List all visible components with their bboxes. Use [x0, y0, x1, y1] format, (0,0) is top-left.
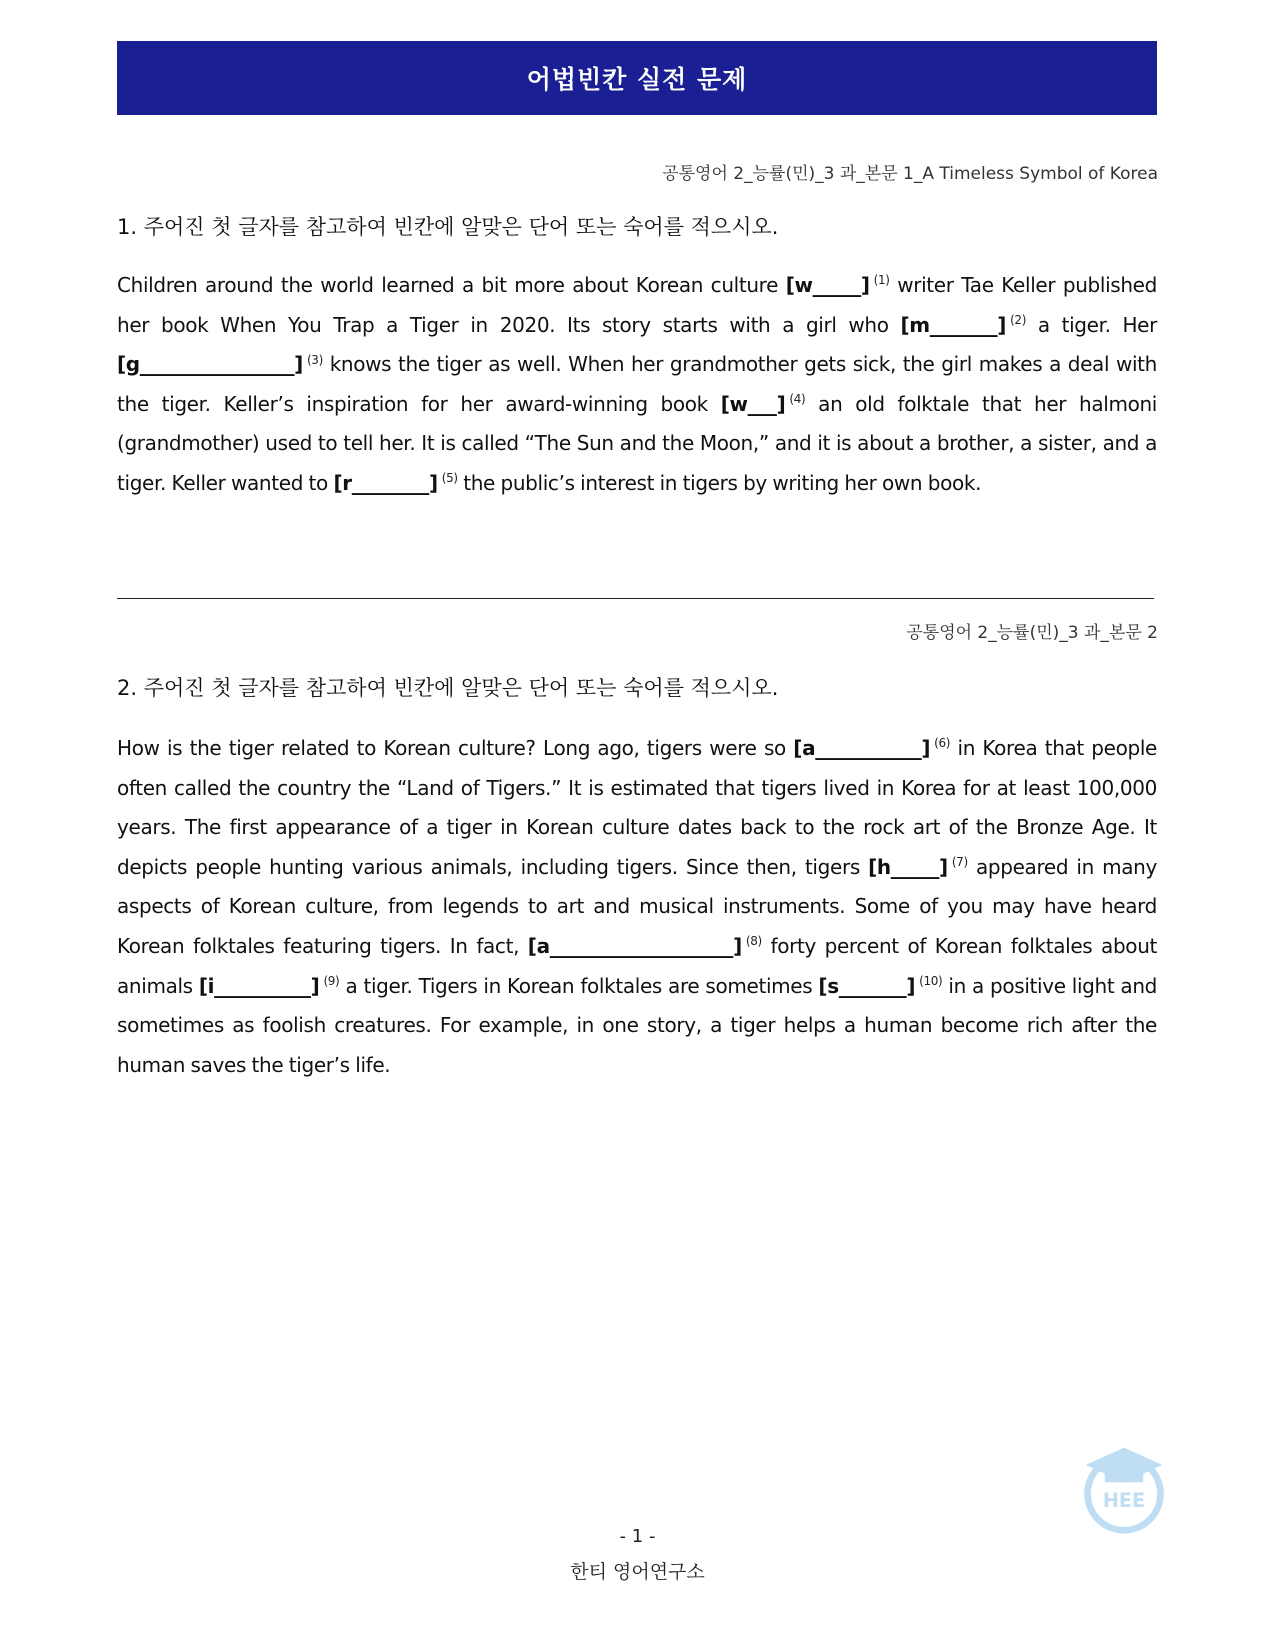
passage-text: in a positive light and sometimes as foolish creatures. For example, in one story, a tiger helps a human become rich after the human saves the tiger’s life. — [117, 973, 1157, 1077]
passage-text: the public’s interest in tigers by writing her own book. — [457, 470, 982, 495]
section1-instruction: 1. 주어진 첫 글자를 참고하여 빈칸에 알맞은 단어 또는 숙어를 적으시오. — [117, 215, 779, 239]
answer-blank[interactable]: [a___________] — [793, 736, 931, 760]
answer-blank[interactable]: [g________________] — [117, 352, 303, 377]
blank-number: (2) — [1010, 312, 1027, 327]
blank-number: (5) — [441, 471, 458, 486]
section1-passage — [117, 266, 1157, 504]
passage-text: in Korea that people often called the country the “Land of Tigers.” It is estimated that tigers lived in Korea for at least 100,000 years. The first appearance of a tiger in Korean culture dates back to the rock art of the Bronze Age. It depicts people hunting various animals, including tigers. Since then, tigers — [117, 736, 1157, 879]
footer-organization: 한티 영어연구소 — [570, 1561, 705, 1583]
section1-source: 공통영어 2_능률(민)_3 과_본문 1_A Timeless Symbol of Korea — [662, 164, 1158, 184]
passage-text: a tiger. Her — [1026, 312, 1157, 337]
passage-text: an old folktale that her halmoni (grandmother) used to tell her. It is called “The Sun and the Moon,” and it is about a brother, a sister, and a tiger. Keller wanted to — [117, 391, 1157, 495]
section2-passage — [117, 729, 1157, 1085]
page-title: 어법빈칸 실전 문제 — [526, 65, 748, 94]
section2-instruction: 2. 주어진 첫 글자를 참고하여 빈칸에 알맞은 단어 또는 숙어를 적으시오. — [117, 676, 779, 700]
section2-source: 공통영어 2_능률(민)_3 과_본문 2 — [906, 623, 1158, 643]
blank-number: (1) — [873, 273, 890, 288]
answer-blank[interactable]: [w_____] — [785, 273, 870, 297]
answer-blank[interactable]: [i__________] — [198, 973, 320, 998]
passage-text: How is the tiger related to Korean culture? Long ago, tigers were so — [117, 736, 794, 760]
section-divider — [117, 598, 1154, 599]
answer-blank[interactable]: [h_____] — [868, 854, 948, 879]
answer-blank[interactable]: [a___________________] — [527, 933, 742, 958]
answer-blank[interactable]: [s_______] — [818, 973, 916, 998]
passage-text: Children around the world learned a bit more about Korean culture — [117, 273, 786, 297]
logo-text: HEE — [1102, 1489, 1146, 1513]
blank-number: (7) — [951, 855, 968, 870]
blank-number: (4) — [789, 392, 806, 407]
passage-text: appeared in many aspects of Korean culture, from legends to art and musical instruments. Some of you may have heard Korean folktales featuring tigers. In fact, — [117, 854, 1157, 958]
graduation-cap-logo-icon — [1076, 1440, 1172, 1536]
blank-number: (3) — [306, 352, 323, 367]
blank-number: (9) — [323, 973, 340, 988]
answer-blank[interactable]: [m_______] — [900, 312, 1007, 337]
blank-number: (8) — [745, 934, 762, 949]
passage-text: knows the tiger as well. When her grandmother gets sick, the girl makes a deal with the tiger. Keller’s inspiration for her award-winning book — [117, 352, 1157, 416]
blank-number: (6) — [934, 736, 951, 751]
answer-blank[interactable]: [w___] — [720, 391, 786, 416]
page-title-bar — [117, 41, 1157, 115]
passage-text: forty percent of Korean folktales about animals — [117, 933, 1158, 998]
page-number: - 1 - — [619, 1526, 656, 1547]
blank-number: (10) — [919, 973, 943, 988]
answer-blank[interactable]: [r________] — [333, 470, 438, 495]
passage-text: writer Tae Keller published her book When You Trap a Tiger in 2020. Its story starts with a girl who — [117, 273, 1157, 337]
passage-text: a tiger. Tigers in Korean folktales are sometimes — [339, 973, 819, 998]
